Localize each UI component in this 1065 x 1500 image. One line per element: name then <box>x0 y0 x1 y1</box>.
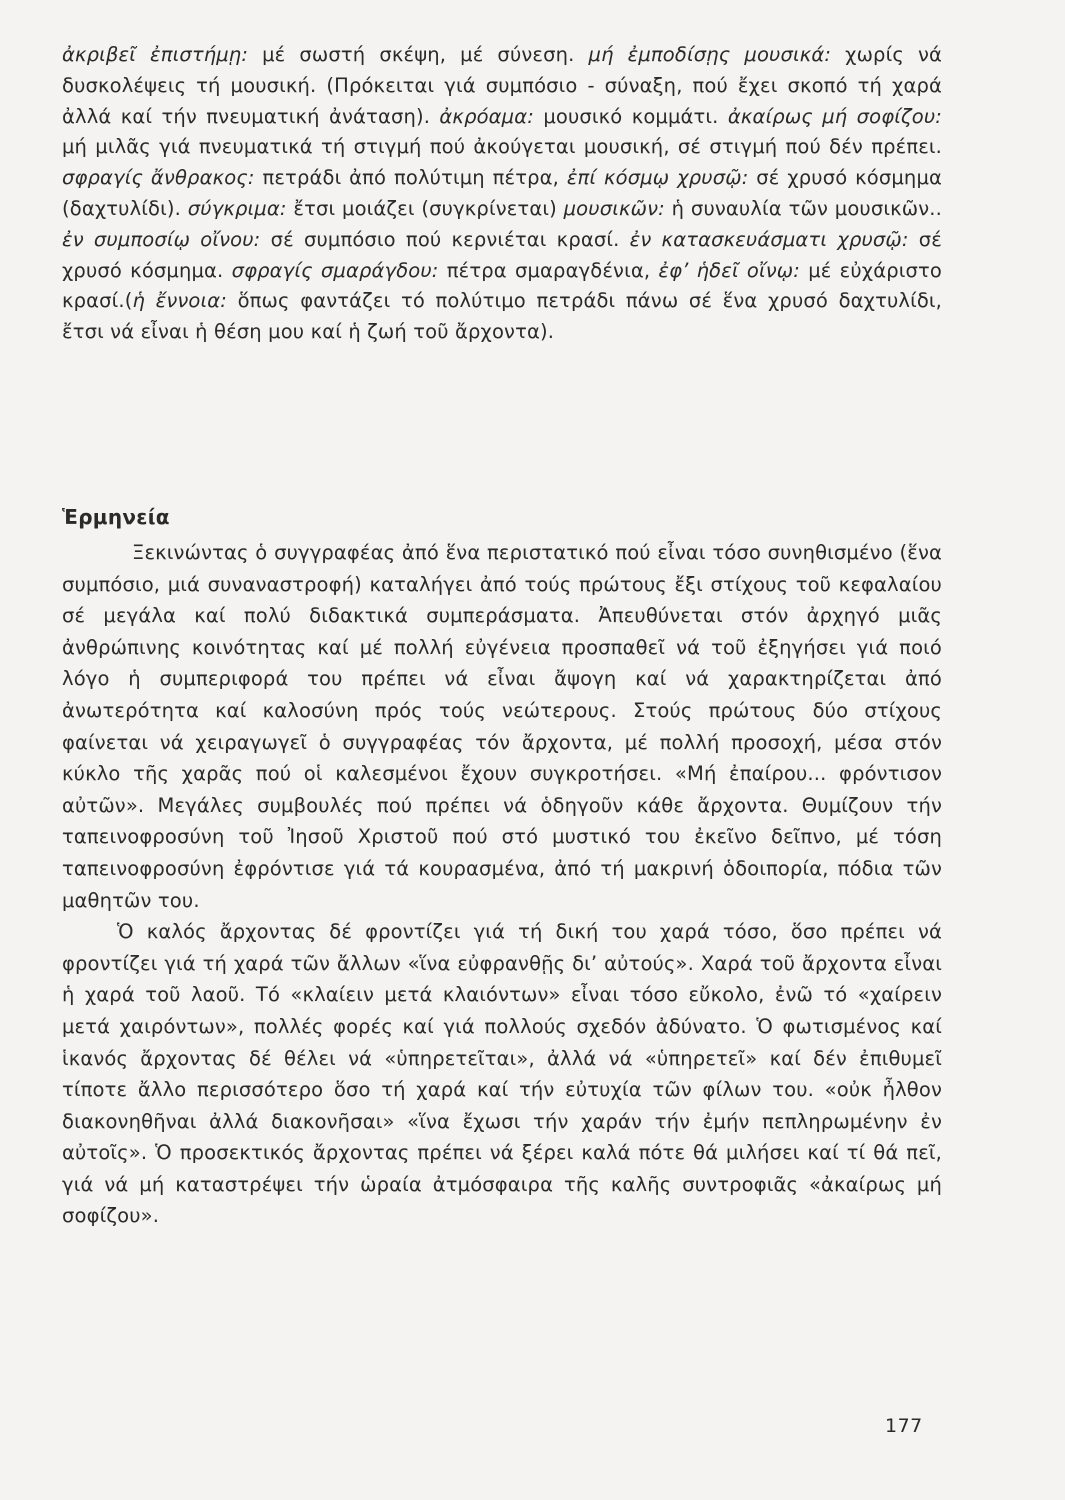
gloss: πέτρα σμαραγδένια, <box>438 258 659 282</box>
term: ἡ ἔννοια: <box>132 289 227 313</box>
gloss: μουσικό κομμάτι. <box>533 104 728 128</box>
gloss: μέ εὐχάριστο κρασί.( <box>62 258 942 313</box>
gloss: χωρίς νά δυσκολέψεις τή μουσική. (Πρόκειται γιά συμπόσιο - σύναξη, πού ἔχει σκοπό τή χαρά ἀλλά καί τήν πνευματική ἀνάταση). <box>62 43 943 128</box>
body-paragraph: Ξεκινώντας ὁ συγγραφέας ἀπό ἕνα περιστατικό πού εἶναι τόσο συνηθισμένο (ἕνα συμπόσιο, μιά συναναστροφή) καταλήγει ἀπό τούς πρώτους ἔξι στίχους τοῦ κεφαλαίου σέ μεγάλα καί πολύ διδακτικά συμπεράσματα. Ἀπευθύνεται στόν ἀρχηγό μιᾶς ἀνθρώπινης κοινότητας καί μέ πολλή εὐγένεια προσπαθεῖ νά τοῦ ἐξηγήσει γιά ποιό λόγο ἡ συμπεριφορά του πρέπει νά εἶναι ἄψογη καί νά χαρακτηρίζεται ἀπό ἀνωτερότητα καί καλοσύνη πρός τούς νεώτερους. Στούς πρώτους δύο στίχους φαίνεται νά χειραγωγεῖ ὁ συγγραφέας τόν ἄρχοντα, μέ πολλή προσοχή, μέσα στόν κύκλο τῆς χαρᾶς πού οἱ καλεσμένοι ἔχουν συγκροτήσει. «Μή ἐπαίρου... φρόντισον αὐτῶν». Μεγάλες συμβουλές πού πρέπει νά ὁδηγοῦν κάθε ἄρχοντα. Θυμίζουν τήν ταπεινοφροσύνη τοῦ Ἰησοῦ Χριστοῦ πού στό μυστικό του ἐκεῖνο δεῖπνο, μέ τόση ταπεινοφροσύνη ἐφρόντισε γιά τά κουρασμένα, ἀπό τή μακρινή ὁδοιπορία, πόδια τῶν μαθητῶν του. <box>62 541 942 912</box>
term: ἐφ’ ἡδεῖ οἴνῳ: <box>658 258 800 282</box>
term: ἀκριβεῖ ἐπιστήμῃ: <box>62 43 249 66</box>
gloss: ὅπως φαντάζει τό πολύτιμο πετράδι πάνω σέ ἕνα χρυσό δαχτυλίδι, ἔτσι νά εἶναι ἡ θέση μου καί ἡ ζωή τοῦ ἄρχοντα). <box>62 289 943 344</box>
glossary-notes <box>62 40 942 348</box>
gloss: σέ χρυσό κόσμημα. <box>62 227 942 282</box>
glossary-paragraph <box>62 40 942 348</box>
gloss: μή μιλᾶς γιά πνευματικά τή στιγμή πού ἀκούγεται μουσική, σέ στιγμή πού δέν πρέπει. <box>62 135 942 159</box>
gloss: σέ χρυσό κόσμημα (δαχτυλίδι). <box>62 166 942 220</box>
gloss: σέ συμπόσιο πού κερνιέται κρασί. <box>260 227 630 251</box>
gloss: μέ σωστή σκέψη, μέ σύνεση. <box>248 43 589 66</box>
term: ἐν συμποσίῳ οἴνου: <box>62 227 261 251</box>
page-number: 177 <box>885 1415 923 1437</box>
term: σφραγίς ἄνθρακος: <box>62 166 255 190</box>
term: μή ἐμποδίσῃς μουσικά: <box>588 43 832 66</box>
section-heading: Ἑρμηνεία <box>62 505 170 529</box>
term: ἀκρόαμα: <box>439 104 534 128</box>
gloss: ἔτσι μοιάζει (συγκρίνεται) <box>286 196 564 220</box>
term: μουσικῶν: <box>563 196 665 220</box>
gloss: ἡ συναυλία τῶν μουσικῶν.. <box>664 196 942 220</box>
term: ἐν κατασκευάσματι χρυσῷ: <box>629 227 909 251</box>
interpretation-body <box>62 537 942 1232</box>
body-paragraph: Ὁ καλός ἄρχοντας δέ φροντίζει γιά τή δική του χαρά τόσο, ὅσο πρέπει νά φροντίζει γιά τή χαρά τῶν ἄλλων «ἵνα εὐφρανθῇς δι’ αὐτούς». Χαρά τοῦ ἄρχοντα εἶναι ἡ χαρά τοῦ λαοῦ. Τό «κλαίειν μετά κλαιόντων» εἶναι τόσο εὔκολο, ἐνῶ τό «χαίρειν μετά χαιρόντων», πολλές φορές καί γιά πολλούς σχεδόν ἀδύνατο. Ὁ φωτισμένος καί ἱκανός ἄρχοντας δέ θέλει νά «ὑπηρετεῖται», ἀλλά νά «ὑπηρετεῖ» καί δέν ἐπιθυμεῖ τίποτε ἄλλο περισσότερο ὅσο τή χαρά καί τήν εὐτυχία τῶν φίλων του. «οὐκ ἦλθον διακονηθῆναι ἀλλά διακονῆσαι» «ἵνα ἔχωσι τήν χαράν τήν ἐμήν πεπληρωμένην ἐν αὐτοῖς». Ὁ προσεκτικός ἄρχοντας πρέπει νά ξέρει καλά πότε θά μιλήσει καί τί θά πεῖ, γιά νά μή καταστρέψει τήν ὡραία ἀτμόσφαιρα τῆς καλῆς συντροφιᾶς «ἀκαίρως μή σοφίζου». <box>62 920 942 1228</box>
term: σύγκριμα: <box>187 196 287 220</box>
term: ἐπί κόσμῳ χρυσῷ: <box>566 166 749 190</box>
term: σφραγίς σμαράγδου: <box>231 258 439 282</box>
gloss: πετράδι ἀπό πολύτιμη πέτρα, <box>254 166 567 190</box>
term: ἀκαίρως μή σοφίζου: <box>727 104 942 128</box>
